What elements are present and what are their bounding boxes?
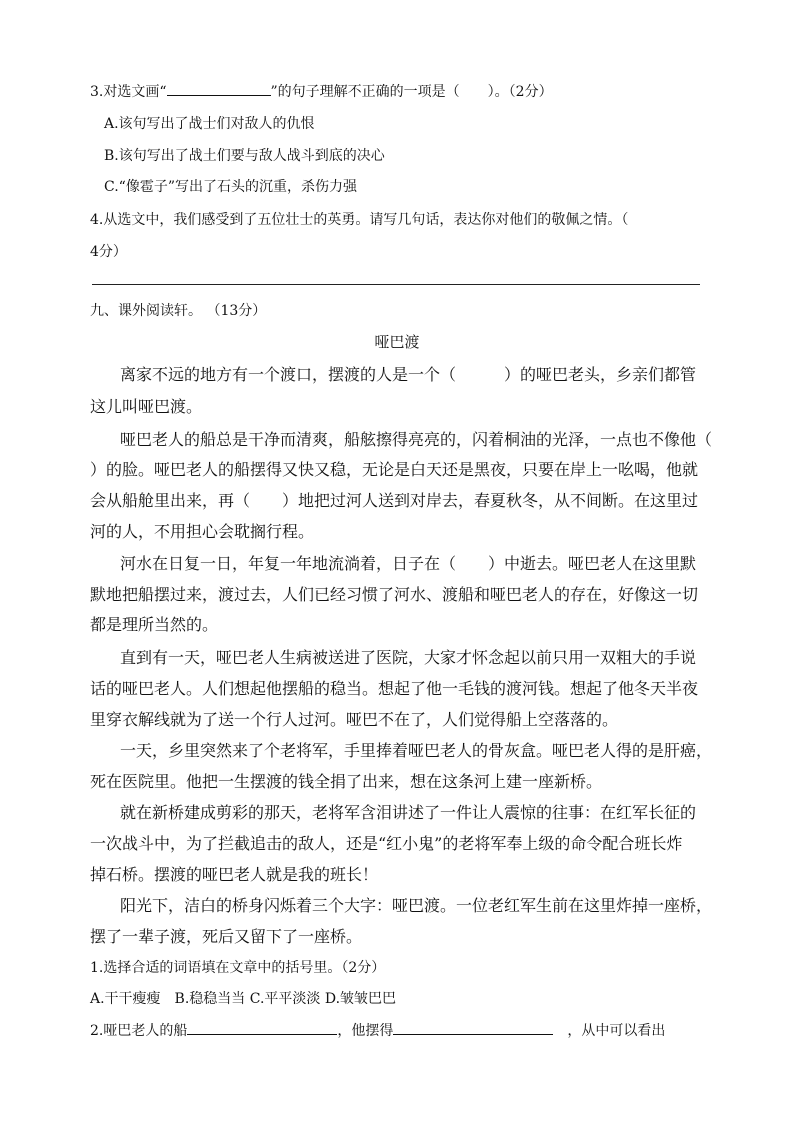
question-4-line-1: 4.从选文中，我们感受到了五位壮士的英勇。请写几句话，表达你对他们的敬佩之情。（ xyxy=(90,212,629,228)
answer-line[interactable] xyxy=(92,284,700,285)
passage-line: 这儿叫哑巴渡。 xyxy=(90,397,203,416)
answer-blank[interactable] xyxy=(393,1020,553,1035)
section-9-heading: 九、课外阅读轩。 （13分） xyxy=(90,303,267,319)
passage-line: 会从船舱里出来，再（ ）地把过河人送到对岸去，春夏秋冬，从不间断。在这里过 xyxy=(90,491,699,510)
question-3 xyxy=(90,81,702,101)
passage-title: 哑巴渡 xyxy=(374,333,420,351)
question-2-part-3: ，从中可以看出 xyxy=(567,1023,666,1039)
question-2-part-2: ，他摆得 xyxy=(337,1023,394,1039)
answer-blank[interactable] xyxy=(167,81,271,96)
passage-line: 掉石桥。摆渡的哑巴老人就是我的班长！ xyxy=(90,865,379,884)
passage-line: 直到有一天，哑巴老人生病被送进了医院，大家才怀念起以前只用一双粗大的手说 xyxy=(120,648,697,667)
question-2-part-1: 2.哑巴老人的船 xyxy=(90,1023,188,1039)
question-1-options: A.干干瘦瘦 B.稳稳当当 C.平平淡淡 D.皱皱巴巴 xyxy=(90,991,397,1007)
passage-line: 默地把船摆过来，渡过去，人们已经习惯了河水、渡船和哑巴老人的存在，好像这一切 xyxy=(90,585,699,604)
question-3-prefix: 3.对选文画“ xyxy=(90,84,167,100)
passage-line: 里穿衣解线就为了送一个行人过河。哑巴不在了，人们觉得船上空落落的。 xyxy=(90,710,619,729)
question-3-option-a: A.该句写出了战士们对敌人的仇恨 xyxy=(104,116,315,132)
question-3-option-b: B.该句写出了战土们要与敌人战斗到底的决心 xyxy=(104,148,385,164)
passage-line: 河的人，不用担心会耽搁行程。 xyxy=(90,522,315,541)
answer-blank[interactable] xyxy=(187,1020,337,1035)
passage-line: 河水在日复一日，年复一年地流淌着，日子在（ ）中逝去。哑巴老人在这里默 xyxy=(120,554,697,573)
question-3-option-c: C.“像雹子”写出了石头的沉重，杀伤力强 xyxy=(104,179,357,195)
passage-line: 摆了一辈子渡，死后又留下了一座桥。 xyxy=(90,927,363,946)
passage-line: 哑巴老人的船总是干净而清爽，船舷擦得亮亮的，闪着桐油的光泽，一点也不像他（ xyxy=(120,430,713,449)
question-2 xyxy=(90,1020,702,1040)
passage-line: 都是理所当然的。 xyxy=(90,615,219,634)
passage-line: 就在新桥建成剪彩的那天，老将军含泪讲述了一件让人震惊的往事：在红军长征的 xyxy=(120,803,697,822)
question-4-line-2: 4分） xyxy=(90,244,127,260)
question-1: 1.选择合适的词语填在文章中的括号里。（2分） xyxy=(90,960,386,976)
passage-line: 离家不远的地方有一个渡口，摆渡的人是一个（ ）的哑巴老头，乡亲们都管 xyxy=(120,365,697,384)
passage-line: 一次战斗中，为了拦截追击的敌人，还是“红小鬼”的老将军奉上级的命令配合班长炸 xyxy=(90,834,683,853)
question-3-suffix: ”的句子理解不正确的一项是（ ）。（2分） xyxy=(270,84,553,100)
passage-line: 死在医院里。他把一生摆渡的钱全捐了出来，想在这条河上建一座新桥。 xyxy=(90,772,603,791)
passage-line: 一天，乡里突然来了个老将军，手里捧着哑巴老人的骨灰盒。哑巴老人得的是肝癌， xyxy=(120,741,713,760)
passage-line: 阳光下，洁白的桥身闪烁着三个大字：哑巴渡。一位老红军生前在这里炸掉一座桥， xyxy=(120,896,713,915)
passage-line: 话的哑巴老人。人们想起他摆船的稳当。想起了他一毛钱的渡河钱。想起了他冬天半夜 xyxy=(90,679,699,698)
passage-line: ）的脸。哑巴老人的船摆得又快又稳，无论是白天还是黑夜，只要在岸上一吆喝，他就 xyxy=(90,460,699,479)
